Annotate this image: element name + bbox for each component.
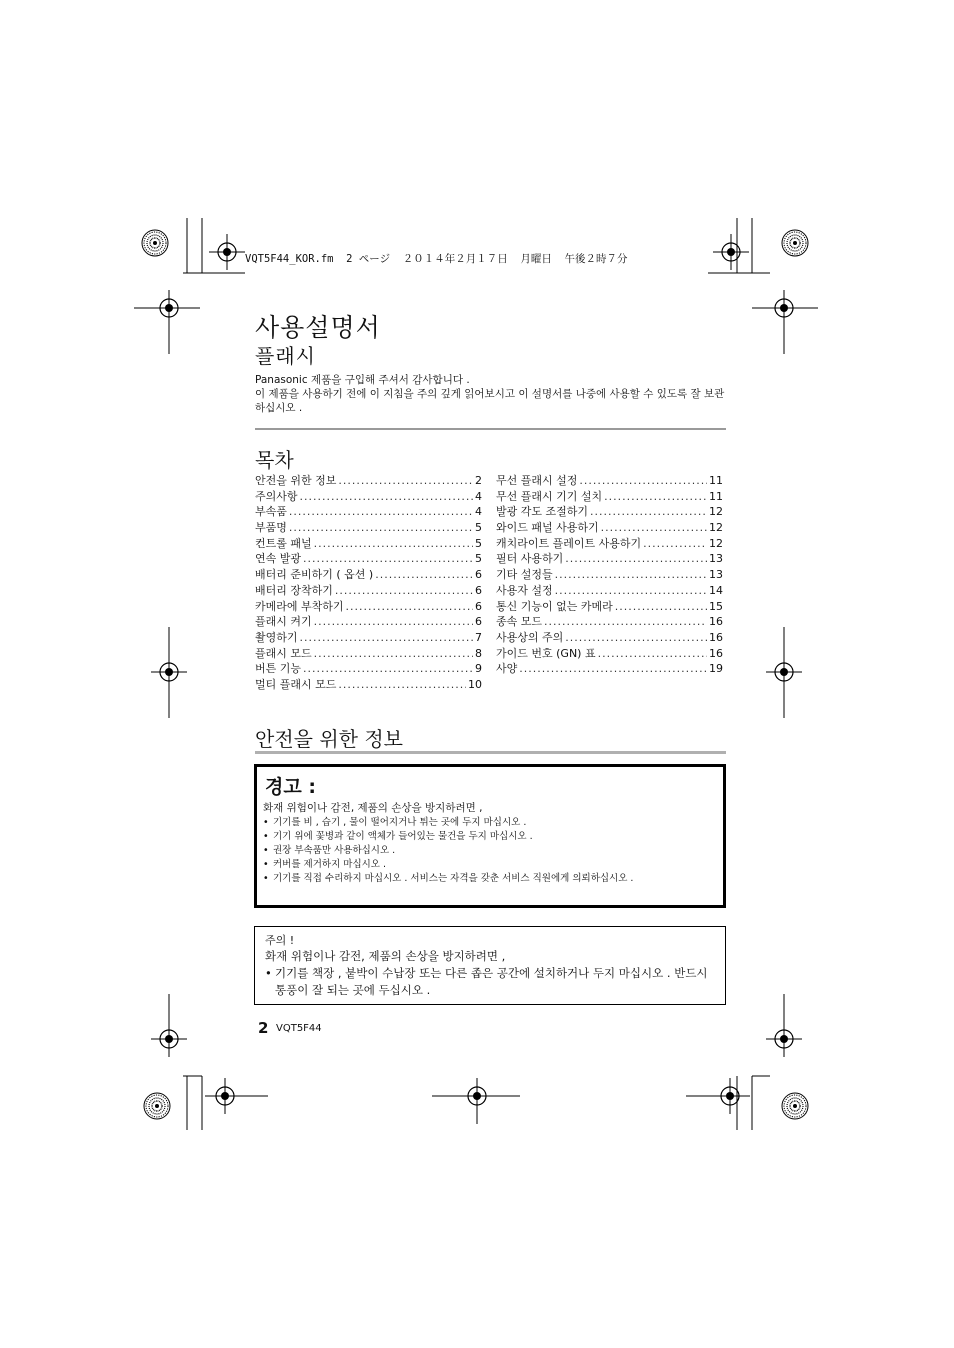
document-code: VQT5F44	[276, 1023, 322, 1034]
toc-entry-page: 16	[709, 630, 723, 644]
toc-entry-label: 가이드 번호 (GN) 표	[496, 646, 596, 660]
toc-entry	[255, 599, 482, 615]
toc-leader-dots	[289, 504, 473, 520]
toc-entry	[496, 583, 723, 599]
warning-box	[254, 764, 726, 908]
intro-line-2: 이 제품을 사용하기 전에 이 지침을 주의 깊게 읽어보시고 이 설명서를 나중에 사용할 수 있도록 잘 보관하십시오 .	[255, 388, 725, 414]
toc-entry	[496, 551, 723, 567]
toc-leader-dots	[303, 551, 473, 567]
toc-entry-label: 캐치라이트 플레이트 사용하기	[496, 536, 642, 550]
toc-entry-label: 배터리 준비하기 ( 옵션 )	[255, 568, 374, 582]
toc-entry	[255, 614, 482, 630]
toc-entry-page: 16	[709, 646, 723, 660]
toc-left-column	[255, 473, 482, 693]
file-header-line: VQT5F44_KOR.fm 2 ページ ２０１４年２月１７日 月曜日 午後２時７分	[245, 253, 628, 265]
caution-intro: 화재 위험이나 감전, 제품의 손상을 방지하려면 ,	[265, 949, 506, 963]
toc-entry-page: 6	[475, 615, 482, 629]
toc-entry	[496, 614, 723, 630]
toc-entry	[496, 630, 723, 646]
toc-entry	[496, 646, 723, 662]
toc-entry	[255, 583, 482, 599]
toc-leader-dots	[555, 567, 707, 583]
toc-entry-page: 4	[475, 505, 482, 519]
toc-leader-dots	[335, 583, 473, 599]
toc-entry-page: 19	[709, 662, 723, 676]
toc-entry-label: 사용상의 주의	[496, 630, 564, 644]
warning-intro: 화재 위험이나 감전, 제품의 손상을 방지하려면 ,	[263, 802, 483, 814]
bullet-item	[263, 816, 719, 830]
toc-entry-label: 무선 플래시 기기 설치	[496, 489, 603, 503]
toc-leader-dots	[544, 614, 707, 630]
toc-entry-page: 11	[709, 474, 723, 487]
toc-entry-page: 13	[709, 552, 723, 566]
toc-entry	[255, 551, 482, 567]
toc-leader-dots	[643, 536, 707, 552]
toc-leader-dots	[579, 473, 707, 489]
bullet-item	[263, 858, 719, 872]
bullet-text: 커버를 제거하지 마십시오 .	[273, 859, 387, 870]
toc-entry-page: 8	[475, 646, 482, 660]
safety-title-underline	[255, 751, 726, 754]
toc-entry	[255, 661, 482, 677]
toc-entry-page: 11	[709, 489, 723, 503]
toc-entry-page: 10	[468, 677, 482, 691]
toc-entry-page: 9	[475, 662, 482, 676]
toc-entry-page: 16	[709, 615, 723, 629]
toc-entry-label: 와이드 패널 사용하기	[496, 521, 599, 535]
toc-entry-label: 무선 플래시 설정	[496, 474, 578, 487]
toc-entry	[496, 520, 723, 536]
toc-entry-page: 6	[475, 583, 482, 597]
toc-leader-dots	[565, 630, 707, 646]
toc-entry-label: 부속품	[255, 505, 287, 519]
toc-leader-dots	[615, 599, 707, 615]
toc-entry-page: 7	[475, 630, 482, 644]
toc-title: 목차	[255, 448, 294, 472]
bullet-text: 기기 위에 꽃병과 같이 액체가 들어있는 물건을 두지 마십시오 .	[273, 831, 533, 842]
toc-leader-dots	[300, 630, 473, 646]
toc-entry	[496, 504, 723, 520]
toc-leader-dots	[314, 536, 473, 552]
star-target-top-left	[142, 230, 168, 256]
toc-entry	[255, 489, 482, 505]
bullet-mark: •	[263, 817, 269, 828]
star-target-bottom-right	[782, 1093, 808, 1119]
star-target-top-right	[782, 230, 808, 256]
toc-entry-page: 6	[475, 568, 482, 582]
toc-entry-page: 6	[475, 599, 482, 613]
bullet-item	[263, 844, 719, 858]
intro-line-1: Panasonic 제품을 구입해 주셔서 감사합니다 .	[255, 374, 470, 386]
toc-entry-page: 14	[709, 583, 723, 597]
toc-entry-page: 12	[709, 536, 723, 550]
toc-entry	[496, 473, 723, 489]
toc-entry-label: 플래시 모드	[255, 646, 312, 660]
toc-entry-label: 기타 설정들	[496, 568, 553, 582]
toc-entry-page: 12	[709, 505, 723, 519]
toc-entry-label: 카메라에 부착하기	[255, 599, 344, 613]
toc-leader-dots	[303, 661, 473, 677]
toc-entry	[255, 536, 482, 552]
page-number: 2	[258, 1019, 269, 1037]
toc-leader-dots	[601, 520, 707, 536]
toc-leader-dots	[375, 567, 473, 583]
toc-leader-dots	[338, 473, 473, 489]
toc-right-column	[496, 473, 723, 677]
toc-leader-dots	[598, 646, 707, 662]
bullet-item	[263, 830, 719, 844]
bullet-mark: •	[263, 845, 269, 856]
toc-entry-label: 플래시 켜기	[255, 615, 312, 629]
toc-entry-label: 통신 기능이 없는 카메라	[496, 599, 613, 613]
toc-leader-dots	[604, 489, 707, 505]
toc-entry-page: 13	[709, 568, 723, 582]
toc-entry	[255, 677, 482, 693]
bullet-mark: •	[265, 966, 272, 980]
toc-leader-dots	[590, 504, 707, 520]
toc-entry-label: 연속 발광	[255, 552, 302, 566]
intro-text	[255, 373, 727, 415]
toc-entry	[496, 567, 723, 583]
toc-entry	[496, 599, 723, 615]
star-target-bottom-left	[144, 1093, 170, 1119]
page-subtitle: 플래시	[255, 344, 316, 368]
bullet-text: 기기를 비 , 습기 , 물이 떨어지거나 튀는 곳에 두지 마십시오 .	[273, 817, 527, 828]
toc-entry	[255, 630, 482, 646]
toc-entry-label: 멀티 플래시 모드	[255, 677, 337, 691]
toc-entry-label: 종속 모드	[496, 615, 543, 629]
toc-entry-label: 안전을 위한 정보	[255, 474, 337, 487]
bullet-mark: •	[263, 859, 269, 870]
reg-mark-top-right-inner	[713, 234, 749, 270]
bullet-mark: •	[263, 831, 269, 842]
toc-leader-dots	[346, 599, 473, 615]
toc-entry-label: 부품명	[255, 521, 287, 535]
bullet-item	[265, 965, 715, 999]
toc-entry	[496, 661, 723, 677]
toc-entry-page: 5	[475, 521, 482, 535]
caution-box	[254, 926, 726, 1005]
toc-leader-dots	[314, 614, 473, 630]
section-divider	[255, 428, 726, 430]
bullet-text: 기기를 직접 수리하지 마십시오 . 서비스는 자격을 갖춘 서비스 직원에게 의뢰하십시오 .	[273, 873, 634, 884]
toc-entry-page: 12	[709, 521, 723, 535]
toc-entry-label: 촬영하기	[255, 630, 298, 644]
toc-entry	[255, 504, 482, 520]
toc-entry-label: 주의사항	[255, 489, 298, 503]
toc-entry-label: 버튼 기능	[255, 662, 302, 676]
toc-leader-dots	[519, 661, 707, 677]
bullet-mark: •	[263, 873, 269, 884]
toc-entry-label: 필터 사용하기	[496, 552, 564, 566]
toc-entry	[255, 520, 482, 536]
toc-entry-label: 사양	[496, 662, 518, 676]
bullet-text: 권장 부속품만 사용하십시오 .	[273, 845, 396, 856]
toc-entry-page: 15	[709, 599, 723, 613]
toc-entry-page: 4	[475, 489, 482, 503]
toc-entry	[255, 646, 482, 662]
warning-list	[263, 816, 719, 886]
warning-heading: 경고 :	[265, 776, 316, 798]
toc-entry-label: 배터리 장착하기	[255, 583, 333, 597]
toc-entry-page: 2	[475, 474, 482, 487]
toc-entry	[255, 567, 482, 583]
caution-heading: 주의 !	[265, 934, 295, 947]
safety-section-title: 안전을 위한 정보	[255, 727, 403, 751]
toc-entry-label: 발광 각도 조절하기	[496, 505, 589, 519]
toc-entry	[496, 489, 723, 505]
bullet-item	[263, 872, 719, 886]
toc-leader-dots	[565, 551, 707, 567]
caution-list	[265, 965, 715, 999]
toc-leader-dots	[338, 677, 466, 693]
toc-entry-page: 5	[475, 536, 482, 550]
toc-entry	[496, 536, 723, 552]
toc-leader-dots	[555, 583, 707, 599]
reg-mark-top-left-inner	[209, 234, 245, 270]
toc-leader-dots	[300, 489, 473, 505]
toc-leader-dots	[289, 520, 473, 536]
toc-entry-label: 컨트롤 패널	[255, 536, 312, 550]
page-title: 사용설명서	[255, 313, 381, 342]
toc-entry	[255, 473, 482, 489]
bullet-text: 기기를 책장 , 붙박이 수납장 또는 다른 좁은 공간에 설치하거나 두지 마십시오 . 반드시 통풍이 잘 되는 곳에 두십시오 .	[275, 966, 708, 997]
toc-entry-page: 5	[475, 552, 482, 566]
toc-entry-label: 사용자 설정	[496, 583, 553, 597]
toc-leader-dots	[314, 646, 473, 662]
